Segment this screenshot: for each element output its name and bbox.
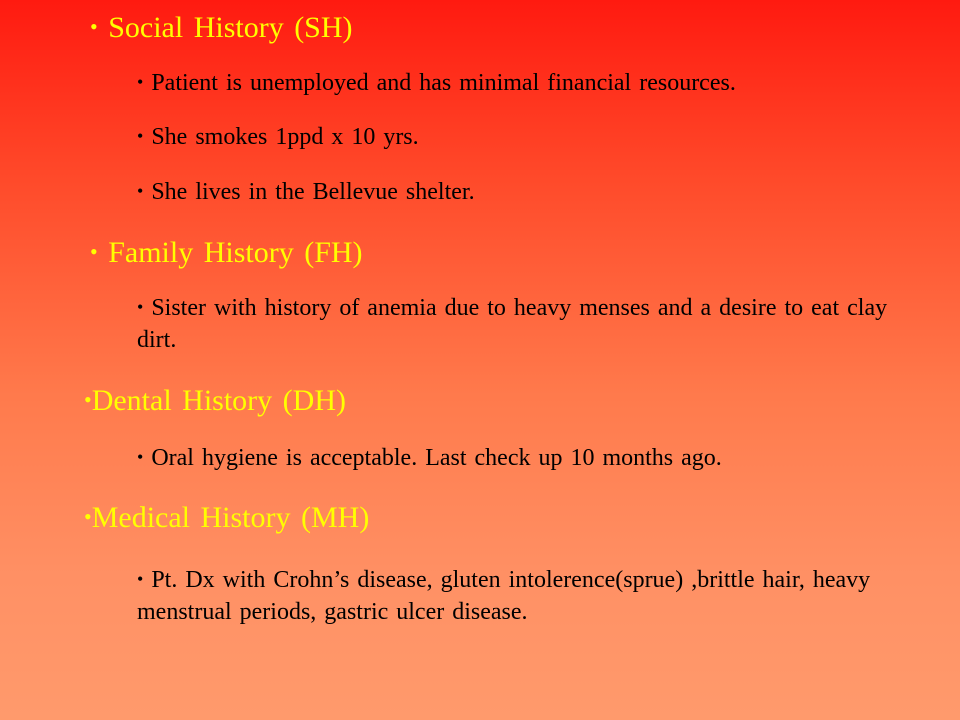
bullet-icon: • <box>84 504 92 529</box>
bullet-icon: • <box>137 569 144 589</box>
item-text: Oral hygiene is acceptable. Last check up 10 months ago. <box>151 445 722 471</box>
list-item <box>137 291 897 356</box>
section-heading-family-history <box>90 235 363 270</box>
section-heading-dental-history <box>84 383 346 418</box>
bullet-icon: • <box>137 126 144 146</box>
list-item <box>137 120 897 153</box>
bullet-icon: • <box>90 14 98 39</box>
list-item <box>137 66 897 99</box>
item-text: She smokes 1ppd x 10 yrs. <box>151 124 419 150</box>
section-heading-social-history <box>90 10 353 45</box>
list-item <box>137 563 897 628</box>
heading-text: Medical History (MH) <box>91 501 370 534</box>
bullet-icon: • <box>137 181 144 201</box>
heading-text: Family History (FH) <box>108 236 363 269</box>
bullet-icon: • <box>137 297 144 317</box>
item-text: She lives in the Bellevue shelter. <box>151 179 475 205</box>
section-heading-medical-history <box>84 500 369 535</box>
bullet-icon: • <box>90 239 98 264</box>
item-text: Sister with history of anemia due to heavy menses and a desire to eat clay dirt. <box>137 295 888 353</box>
bullet-icon: • <box>137 447 144 467</box>
item-text: Pt. Dx with Crohn’s disease, gluten intolerence(sprue) ,brittle hair, heavy menstrual periods, gastric ulcer disease. <box>137 567 871 625</box>
item-text: Patient is unemployed and has minimal financial resources. <box>151 70 736 96</box>
bullet-icon: • <box>137 72 144 92</box>
bullet-icon: • <box>84 387 92 412</box>
list-item <box>137 441 897 474</box>
heading-text: Dental History (DH) <box>91 384 346 417</box>
heading-text: Social History (SH) <box>108 11 353 44</box>
list-item <box>137 175 897 208</box>
